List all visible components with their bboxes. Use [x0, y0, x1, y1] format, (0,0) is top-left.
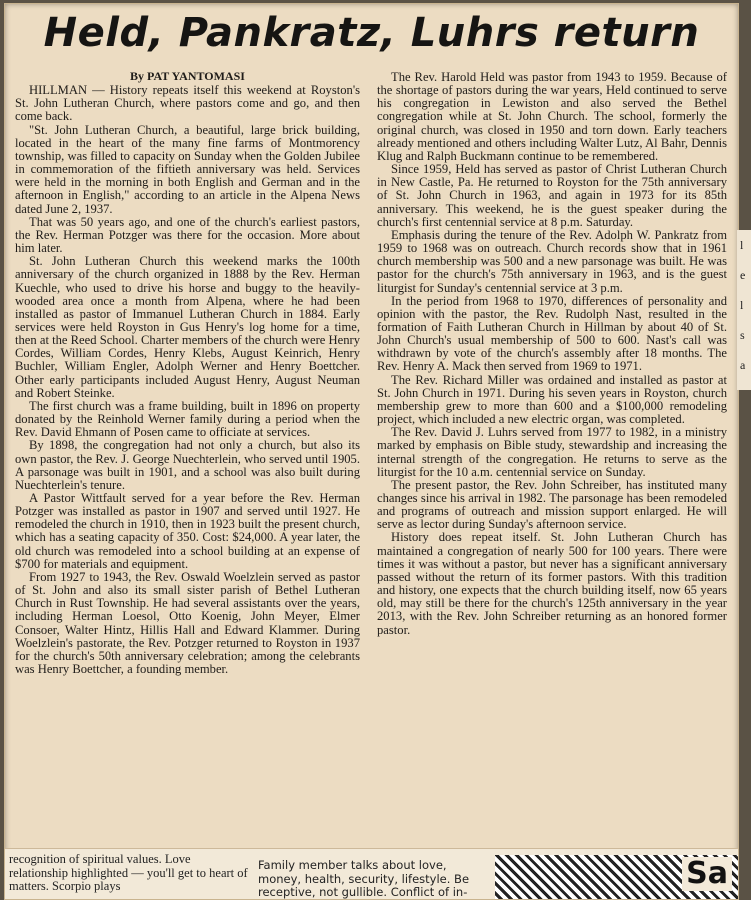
paragraph: HILLMAN — History repeats itself this weekend at Royston's St. John Lutheran Church, where pastors come and go, and then come back. — [15, 83, 360, 124]
paragraph: The present pastor, the Rev. John Schreiber, has instituted many changes since his arrival in 1982. The parsonage has been remodeled and programs of outreach and mission support enlarged. He will serve as lector during Sunday's afternoon service. — [377, 477, 727, 532]
paragraph: Since 1959, Held has served as pastor of Christ Lutheran Church in New Castle, Pa. He returned to Royston for the 75th anniversary of St. John Church in 1963, and again in 1973 for its 85th anniversary. This weekend, he is the guest speaker during the church's first centennial service at 8 p.m. Saturday. — [377, 162, 727, 229]
headline: Held, Pankratz, Luhrs return — [43, 10, 700, 56]
paragraph: Emphasis during the tenure of the Rev. Adolph W. Pankratz from 1959 to 1968 was on outreach. Church records show that in 1961 church membership was 500 and a new parsonage was built. He was pastor for the church's 75th anniversary in 1963, and is the guest liturgist for Sunday's centennial service at 3 p.m. — [377, 227, 727, 295]
horoscope-fragment: recognition of spiritual values. Love relationship highlighted — you'll get to heart of matters. Scorpio plays — [9, 852, 248, 893]
paragraph: The Rev. David J. Luhrs served from 1977 to 1982, in a ministry marked by emphasis on Bible study, stewardship and increasing the internal strength of the congregation. He returns to serve as the liturgist for the 10 a.m. centennial service on Sunday. — [377, 425, 727, 479]
paragraph: "St. John Lutheran Church, a beautiful, large brick building, located in the heart of the many fine farms of Montmorency township, was filled to capacity on Sunday when the Golden Jubilee in commemoration of the fiftieth anniversary was held. Services were held in the morning in both English and German and in the afternoon in English," according to an article in the Alpena News dated June 2, 1937. — [15, 122, 360, 216]
adjacent-clipping-fragments — [5, 848, 738, 900]
paragraph: By 1898, the congregation had not only a church, but also its own pastor, the Rev. J. George Nuechterlein, who served until 1905. A parsonage was built in 1901, and a school was also built during Nuechterlein's tenure. — [15, 438, 360, 492]
ad-graphic — [495, 855, 738, 900]
paragraph: History does repeat itself. St. John Lutheran Church has maintained a congregation of nearly 500 for 100 years. There were times it was without a pastor, but never has a significant anniversary passed without the return of its former pastors. With this tradition and history, one expects that the church building itself, now 65 years old, may still be there for the church's 125th anniversary in the year 2013, with the Rev. John Schreiber returning as an honored former pastor. — [377, 530, 727, 637]
paragraph: The Rev. Richard Miller was ordained and installed as pastor at St. John Church in 1971. During his seven years in Royston, church membership grew to more than 600 and a $100,000 remodeling project, which included a new electric organ, was completed. — [377, 372, 727, 427]
paragraph: St. John Lutheran Church this weekend marks the 100th anniversary of the church organized in 1888 by the Rev. Herman Kuechle, who used to drive his horse and buggy to the heavily-wooded area once a month from Alpena, where he had been installed as pastor of Immanuel Lutheran Church in 1884. Early services were held Royston in Gus Henry's log home for a time, then at the Reed School. Charter members of the church were Henry Cordes, William Cordes, Henry Klebs, August Keinrich, Henry Buchler, William Engler, Adolph Werner and Henry Boettcher. Other early participants included August Henry, August Neuman and Robert Steinke. — [15, 254, 360, 400]
paragraph: The Rev. Harold Held was pastor from 1943 to 1959. Because of the shortage of pastors during the war years, Held continued to serve his congregation in Lewiston and also served the Bethel congregation while at St. John Church. The school, formerly the original church, was closed in 1950 and torn down. Early teachers already mentioned and others including Walter Lutz, Al Bahr, Dennis Klug and Ralph Buckmann continue to be remembered. — [377, 70, 727, 163]
byline: By PAT YANTOMASI — [130, 69, 245, 83]
edge-fragment: e — [740, 268, 746, 282]
right-column — [377, 71, 727, 637]
edge-fragment: l — [740, 298, 744, 312]
paragraph: The first church was a frame building, built in 1896 on property donated by the Reinhold Werner family during a period when the Rev. David Ehmann of Posen came to officiate at services. — [15, 398, 360, 440]
advice-fragment: Family member talks about love, money, health, security, lifestyle. Be receptive, not gullible. Conflict of in- — [258, 858, 470, 899]
paragraph: In the period from 1968 to 1970, differences of personality and opinion with the pastor, the Rev. Rudolph Nast, resulted in the formation of Faith Lutheran Church in Hillman by about 40 of St. John Church's usual membership of 500 to 600. Nast's call was withdrawn by vote of the church's assembly after 18 months. The Rev. Henry A. Mack then served from 1969 to 1971. — [377, 293, 727, 374]
newspaper-clipping — [4, 3, 739, 900]
edge-text-fragments — [737, 230, 751, 390]
paragraph: A Pastor Wittfault served for a year before the Rev. Herman Potzger was installed as pastor in 1907 and served until 1927. He remodeled the church in 1910, then in 1923 built the present church, which has a seating capacity of 350. Cost: $24,000. A year later, the old church was remodeled into a school building at an expense of $700 for materials and equipment. — [15, 491, 360, 571]
paragraph: From 1927 to 1943, the Rev. Oswald Woelzlein served as pastor of St. John and also its small sister parish of Bethel Lutheran Church in Rust Township. He had several assistants over the years, including Herman Loesol, Otto Koenig, John Meyer, Elmer Consoer, Walter Hintz, Hillis Hall and Edward Klammer. During Woelzlein's pastorate, the Rev. Potzger returned to Royston in 1937 for the church's 50th anniversary celebration; among the celebrants was Henry Boettcher, a founding member. — [15, 569, 360, 677]
edge-fragment: a — [740, 358, 746, 372]
edge-fragment: s — [740, 328, 745, 342]
ad-graphic-text: Sa — [682, 857, 732, 891]
edge-fragment: l — [740, 238, 744, 252]
left-column — [15, 70, 360, 676]
paragraph: That was 50 years ago, and one of the church's earliest pastors, the Rev. Herman Potzger was there for the occasion. More about him later. — [15, 214, 360, 256]
